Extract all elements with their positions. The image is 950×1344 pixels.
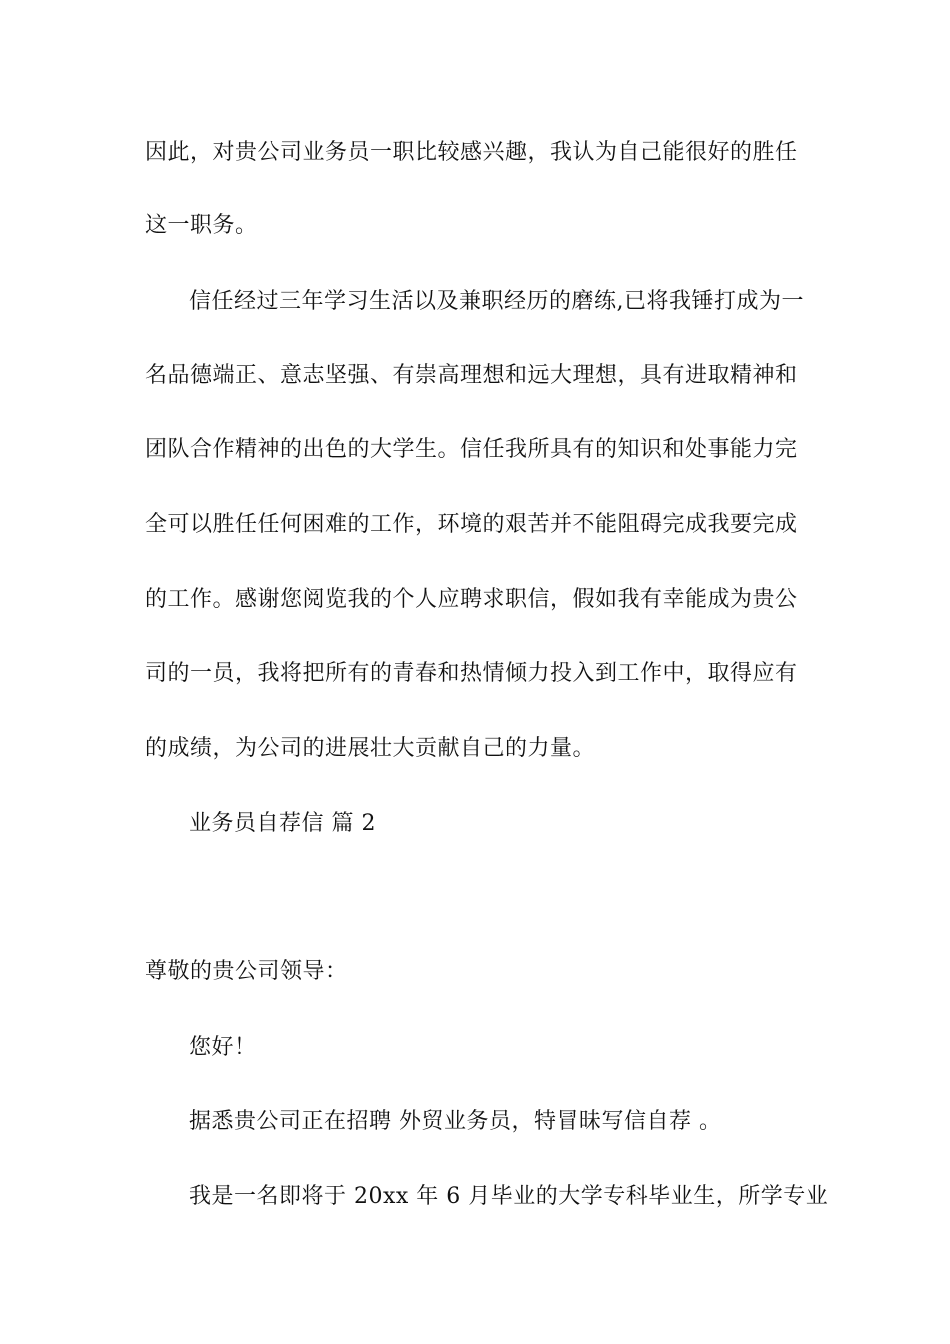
paragraph-line: 据悉贵公司正在招聘 外贸业务员，特冒昧写信自荐 。 [189,1109,722,1134]
paragraph-line: 我是一名即将于 20xx 年 6 月毕业的大学专科毕业生，所学专业 [189,1184,829,1209]
paragraph-line: 的成绩，为公司的进展壮大贡献自己的力量。 [145,736,596,761]
paragraph-line: 信任经过三年学习生活以及兼职经历的磨练,已将我锤打成为一 [189,289,804,314]
paragraph-line: 司的一员，我将把所有的青春和热情倾力投入到工作中，取得应有 [145,661,798,686]
paragraph-line: 名品德端正、意志坚强、有崇高理想和远大理想，具有进取精神和 [145,363,798,388]
paragraph-line: 全可以胜任任何困难的工作，环境的艰苦并不能阻碍完成我要完成 [145,512,798,537]
salutation: 尊敬的贵公司领导： [145,959,348,984]
paragraph-line: 的工作。感谢您阅览我的个人应聘求职信，假如我有幸能成为贵公 [145,587,798,612]
section-heading: 业务员自荐信 篇 2 [189,811,376,836]
paragraph-line: 团队合作精神的出色的大学生。信任我所具有的知识和处事能力完 [145,437,798,462]
paragraph-line: 因此，对贵公司业务员一职比较感兴趣，我认为自己能很好的胜任 [145,140,798,165]
greeting: 您好！ [189,1035,257,1060]
paragraph-line: 这一职务。 [145,213,258,238]
